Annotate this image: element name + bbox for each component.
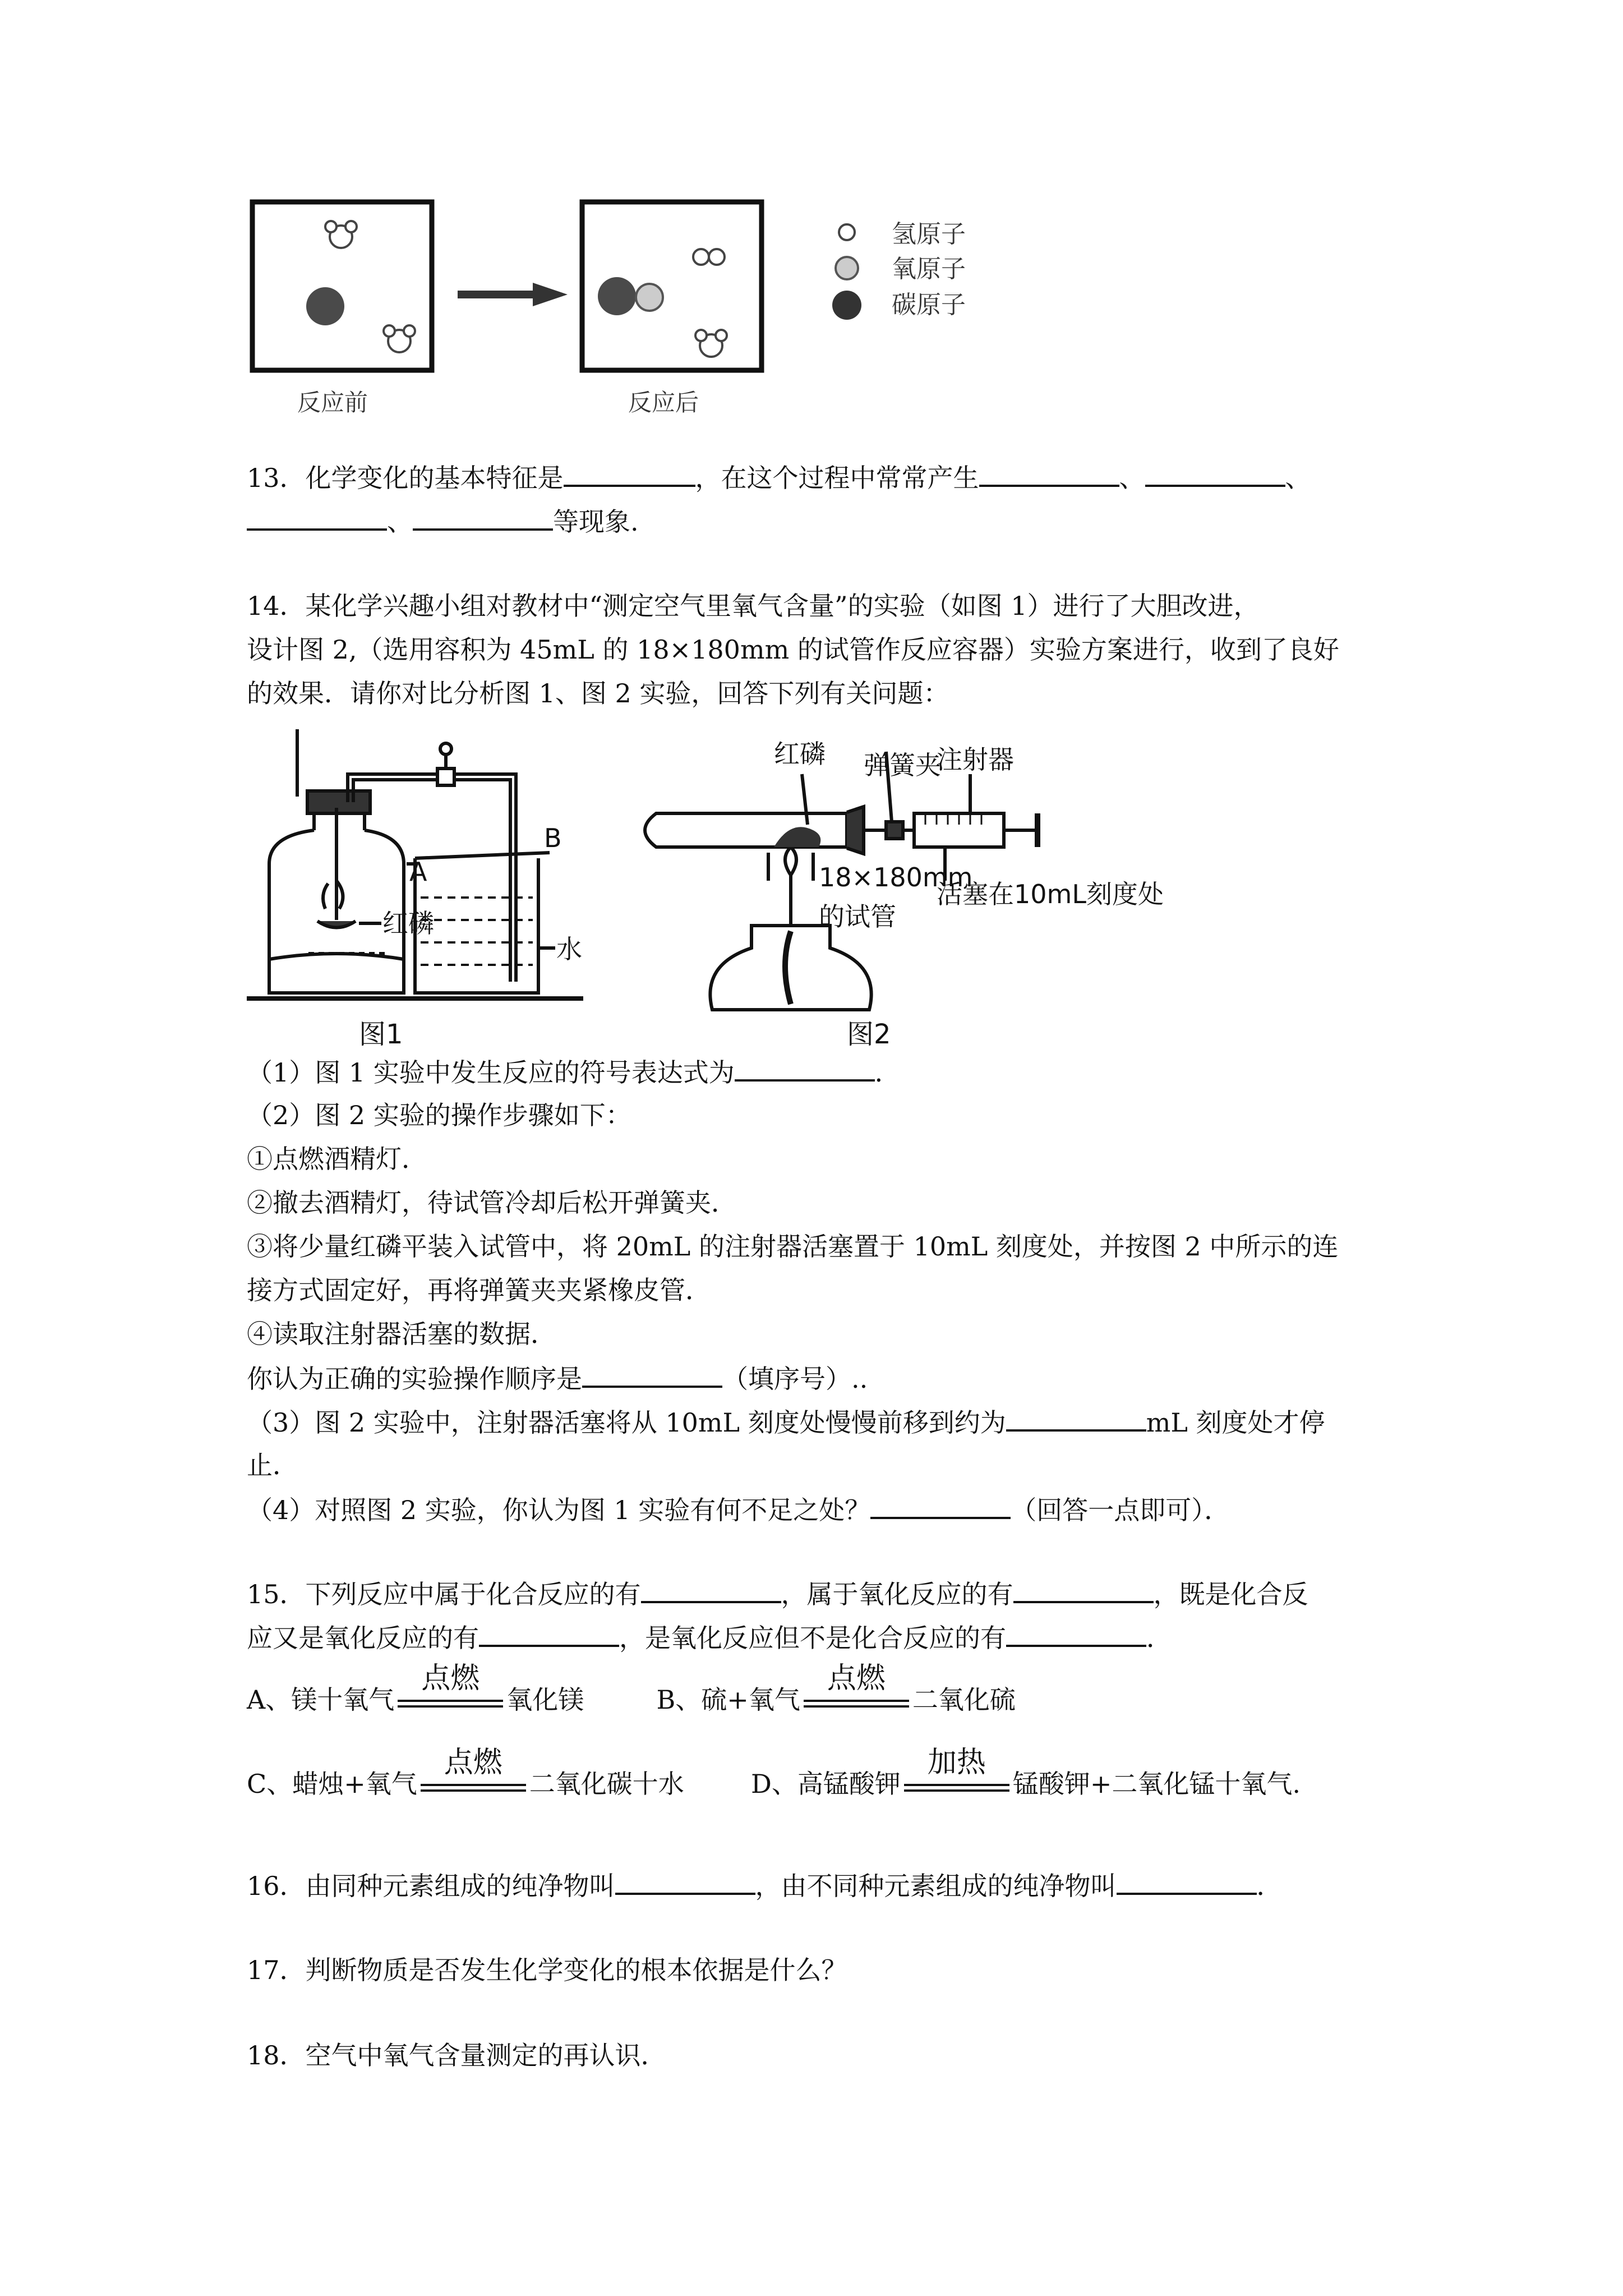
- answer-blank[interactable]: [247, 504, 387, 531]
- q14-intro-3: 的效果．请你对比分析图 1、图 2 实验，回答下列有关问题：: [247, 678, 949, 708]
- label-syringe: 注射器: [937, 744, 1014, 775]
- q17: 17．判断物质是否发生化学变化的根本依据是什么？: [247, 1955, 847, 1985]
- answer-blank[interactable]: [564, 460, 695, 487]
- q14-step3a: ③将少量红磷平装入试管中，将 20mL 的注射器活塞置于 10mL 刻度处，并按图 2 中所示的连: [247, 1231, 1339, 1262]
- answer-blank[interactable]: [735, 1055, 875, 1082]
- answer-blank[interactable]: [615, 1868, 755, 1895]
- q14-s4: （4）对照图 2 实验，你认为图 1 实验有何不足之处？ （回答一点即可）．: [247, 1492, 1230, 1527]
- label-clip: 弹簧夹: [864, 750, 941, 780]
- label-phosphorus-2: 红磷: [774, 739, 826, 769]
- reaction-condition-arrow: 点燃: [417, 1767, 529, 1801]
- q14-s1: （1）图 1 实验中发生反应的符号表达式为 ．: [247, 1055, 901, 1089]
- q15-options-ab: A、镁十氧气 点燃 氧化镁 B、硫+氧气 点燃 二氧化硫: [247, 1683, 1016, 1717]
- answer-blank[interactable]: [582, 1361, 722, 1388]
- label-B: B: [544, 823, 562, 853]
- figure-2-apparatus: [623, 739, 1211, 1050]
- q18: 18．空气中氧气含量测定的再认识．: [247, 2040, 667, 2070]
- legend-carbon: 碳原子: [892, 291, 966, 319]
- q15-line1: 15．下列反应中属于化合反应的有 ，属于氧化反应的有 ，既是化合反: [247, 1576, 1308, 1611]
- label-tube-2: 的试管: [819, 901, 896, 932]
- q13-line2: 、 等现象.: [247, 504, 639, 539]
- carbon-atom: [306, 287, 344, 325]
- reaction-arrow: [458, 283, 568, 306]
- answer-blank[interactable]: [1006, 1405, 1146, 1432]
- label-water: 水: [556, 934, 582, 964]
- reaction-condition-arrow: 加热: [901, 1767, 1013, 1801]
- caption-fig1: 图1: [359, 1019, 403, 1050]
- label-before: 反应前: [297, 389, 368, 416]
- answer-blank[interactable]: [1117, 1868, 1257, 1895]
- q15-options-cd: C、蜡烛+氧气 点燃 二氧化碳十水 D、高锰酸钾 加热 锰酸钾+二氧化锰十氧气.: [247, 1767, 1301, 1801]
- q14-order: 你认为正确的实验操作顺序是 （填序号）..: [247, 1361, 868, 1396]
- q14-step4: ④读取注射器活塞的数据．: [247, 1319, 556, 1349]
- q14-step1: ①点燃酒精灯．: [247, 1144, 427, 1174]
- answer-blank[interactable]: [1013, 1576, 1154, 1603]
- q14-s2: （2）图 2 实验的操作步骤如下：: [247, 1100, 631, 1130]
- red-phosphorus-pile: [774, 827, 820, 847]
- caption-fig2: 图2: [847, 1019, 891, 1050]
- answer-blank[interactable]: [870, 1492, 1011, 1519]
- reaction-particle-figure: [241, 191, 1026, 421]
- answer-blank[interactable]: [1006, 1620, 1146, 1647]
- q14-intro-2: 设计图 2,（选用容积为 45mL 的 18×180mm 的试管作反应容器）实验方案进行，收到了良好: [247, 634, 1339, 665]
- reaction-condition-arrow: 点燃: [394, 1683, 506, 1717]
- q15-line2: 应又是氧化反应的有 ，是氧化反应但不是化合反应的有 ．: [247, 1620, 1172, 1655]
- answer-blank[interactable]: [1145, 460, 1285, 487]
- q14-s3c: 止．: [247, 1450, 298, 1480]
- label-phosphorus-1: 红磷: [382, 908, 434, 938]
- label-after: 反应后: [628, 389, 699, 416]
- q14-step3b: 接方式固定好，再将弹簧夹夹紧橡皮管．: [247, 1275, 711, 1305]
- label-piston: 活塞在10mL刻度处: [937, 879, 1164, 909]
- q14-intro-1: 14．某化学兴趣小组对教材中“测定空气里氧气含量”的实验（如图 1）进行了大胆改进，: [247, 591, 1260, 621]
- legend-hydrogen: 氢原子: [892, 220, 966, 249]
- q14-s3a: （3）图 2 实验中，注射器活塞将从 10mL 刻度处慢慢前移到约为 mL 刻度处才停: [247, 1405, 1325, 1439]
- figure-1-apparatus: [247, 718, 617, 1055]
- answer-blank[interactable]: [413, 504, 553, 531]
- answer-blank[interactable]: [641, 1576, 781, 1603]
- label-A: A: [409, 857, 427, 887]
- label-tube-1: 18×180mm: [819, 862, 973, 892]
- legend-oxygen: 氧原子: [892, 255, 966, 283]
- reaction-condition-arrow: 点燃: [800, 1683, 912, 1717]
- q13-line1: 13．化学变化的基本特征是 ，在这个过程中常常产生 、 、: [247, 460, 1311, 495]
- q14-step2: ②撤去酒精灯，待试管冷却后松开弹簧夹．: [247, 1188, 737, 1218]
- q16: 16．由同种元素组成的纯净物叫 ，由不同种元素组成的纯净物叫 ．: [247, 1868, 1283, 1903]
- answer-blank[interactable]: [979, 460, 1119, 487]
- answer-blank[interactable]: [479, 1620, 619, 1647]
